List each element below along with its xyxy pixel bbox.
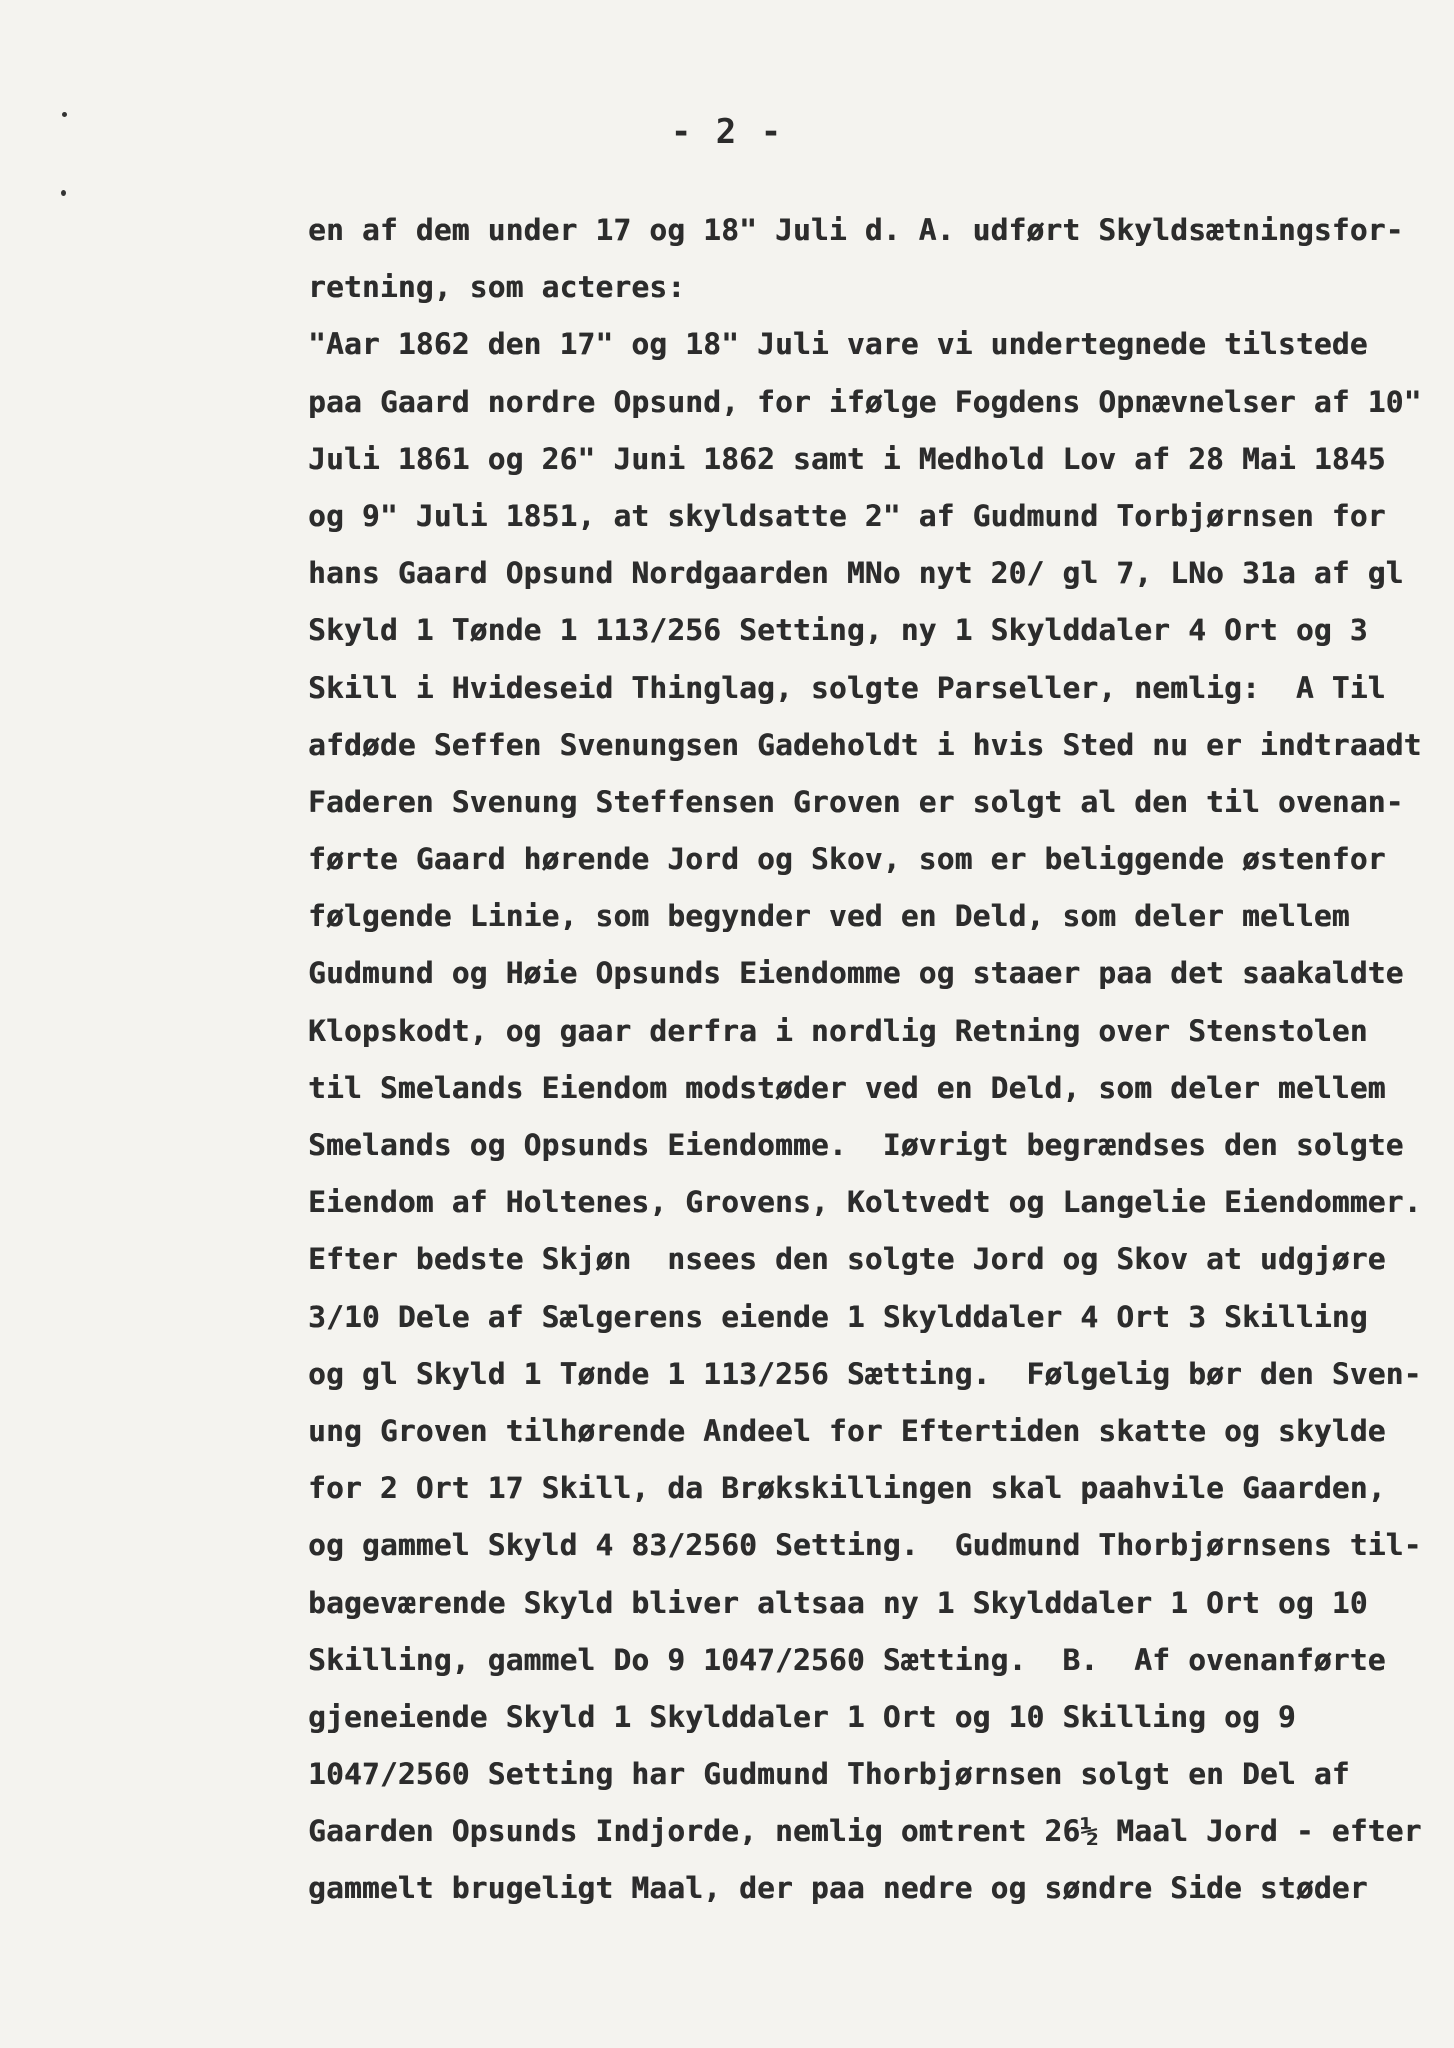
text-line: og gl Skyld 1 Tønde 1 113/256 Sætting. Følgelig bør den Sven- xyxy=(308,1356,1422,1391)
text-line: en af dem under 17 og 18" Juli d. A. udført Skyldsætningsfor- xyxy=(308,213,1404,247)
text-line: Skyld 1 Tønde 1 113/256 Setting, ny 1 Skylddaler 4 Ort og 3 xyxy=(308,613,1368,648)
text-line: bageværende Skyld bliver altsaa ny 1 Skylddaler 1 Ort og 10 xyxy=(308,1585,1368,1620)
text-line: og 9" Juli 1851, at skyldsatte 2" af Gudmund Torbjørnsen for xyxy=(308,498,1386,533)
text-line: gammelt brugeligt Maal, der paa nedre og søndre Side støder xyxy=(308,1871,1368,1906)
text-line: for 2 Ort 17 Skill, da Brøkskillingen skal paahvile Gaarden, xyxy=(308,1471,1386,1506)
text-line: Efter bedste Skjøn nsees den solgte Jord og Skov at udgjøre xyxy=(308,1242,1386,1277)
text-line: ung Groven tilhørende Andeel for Eftertiden skatte og skylde xyxy=(308,1413,1386,1448)
body-text xyxy=(308,202,1422,1918)
text-line: "Aar 1862 den 17" og 18" Juli vare vi undertegnede tilstede xyxy=(308,327,1368,362)
text-line: Juli 1861 og 26" Juni 1862 samt i Medhold Lov af 28 Mai 1845 xyxy=(308,441,1386,476)
margin-speck xyxy=(61,190,66,196)
text-line: Smelands og Opsunds Eiendomme. Iøvrigt begrændses den solgte xyxy=(308,1128,1404,1162)
text-line: retning, som acteres: xyxy=(308,270,686,305)
text-line: 3/10 Dele af Sælgerens eiende 1 Skylddaler 4 Ort 3 Skilling xyxy=(308,1299,1368,1334)
text-line: 1047/2560 Setting har Gudmund Thorbjørnsen solgt en Del af xyxy=(308,1757,1350,1792)
text-line: Eiendom af Holtenes, Grovens, Koltvedt og Langelie Eiendommer. xyxy=(308,1185,1422,1220)
text-line: til Smelands Eiendom modstøder ved en Deld, som deler mellem xyxy=(308,1070,1386,1105)
text-line: Skilling, gammel Do 9 1047/2560 Sætting. B. Af ovenanførte xyxy=(308,1642,1386,1677)
text-line: hans Gaard Opsund Nordgaarden MNo nyt 20/ gl 7, LNo 31a af gl xyxy=(308,556,1404,591)
text-line: paa Gaard nordre Opsund, for ifølge Fogdens Opnævnelser af 10" xyxy=(308,384,1422,419)
text-line: Faderen Svenung Steffensen Groven er solgt al den til ovenan- xyxy=(308,784,1404,819)
text-line: følgende Linie, som begynder ved en Deld, som deler mellem xyxy=(308,899,1350,934)
text-line: Klopskodt, og gaar derfra i nordlig Retning over Stenstolen xyxy=(308,1013,1368,1048)
text-line: Gudmund og Høie Opsunds Eiendomme og staaer paa det saakaldte xyxy=(308,956,1404,991)
page-number: - 2 - xyxy=(670,112,784,152)
text-line: Gaarden Opsunds Indjorde, nemlig omtrent 26½ Maal Jord - efter xyxy=(308,1814,1422,1849)
text-line: gjeneiende Skyld 1 Skylddaler 1 Ort og 10 Skilling og 9 xyxy=(308,1699,1296,1734)
text-line: afdøde Seffen Svenungsen Gadeholdt i hvis Sted nu er indtraadt xyxy=(308,727,1422,762)
text-line: førte Gaard hørende Jord og Skov, som er beliggende østenfor xyxy=(308,842,1386,877)
text-line: og gammel Skyld 4 83/2560 Setting. Gudmund Thorbjørnsens til- xyxy=(308,1528,1422,1563)
text-line: Skill i Hvideseid Thinglag, solgte Parseller, nemlig: A Til xyxy=(308,670,1386,705)
